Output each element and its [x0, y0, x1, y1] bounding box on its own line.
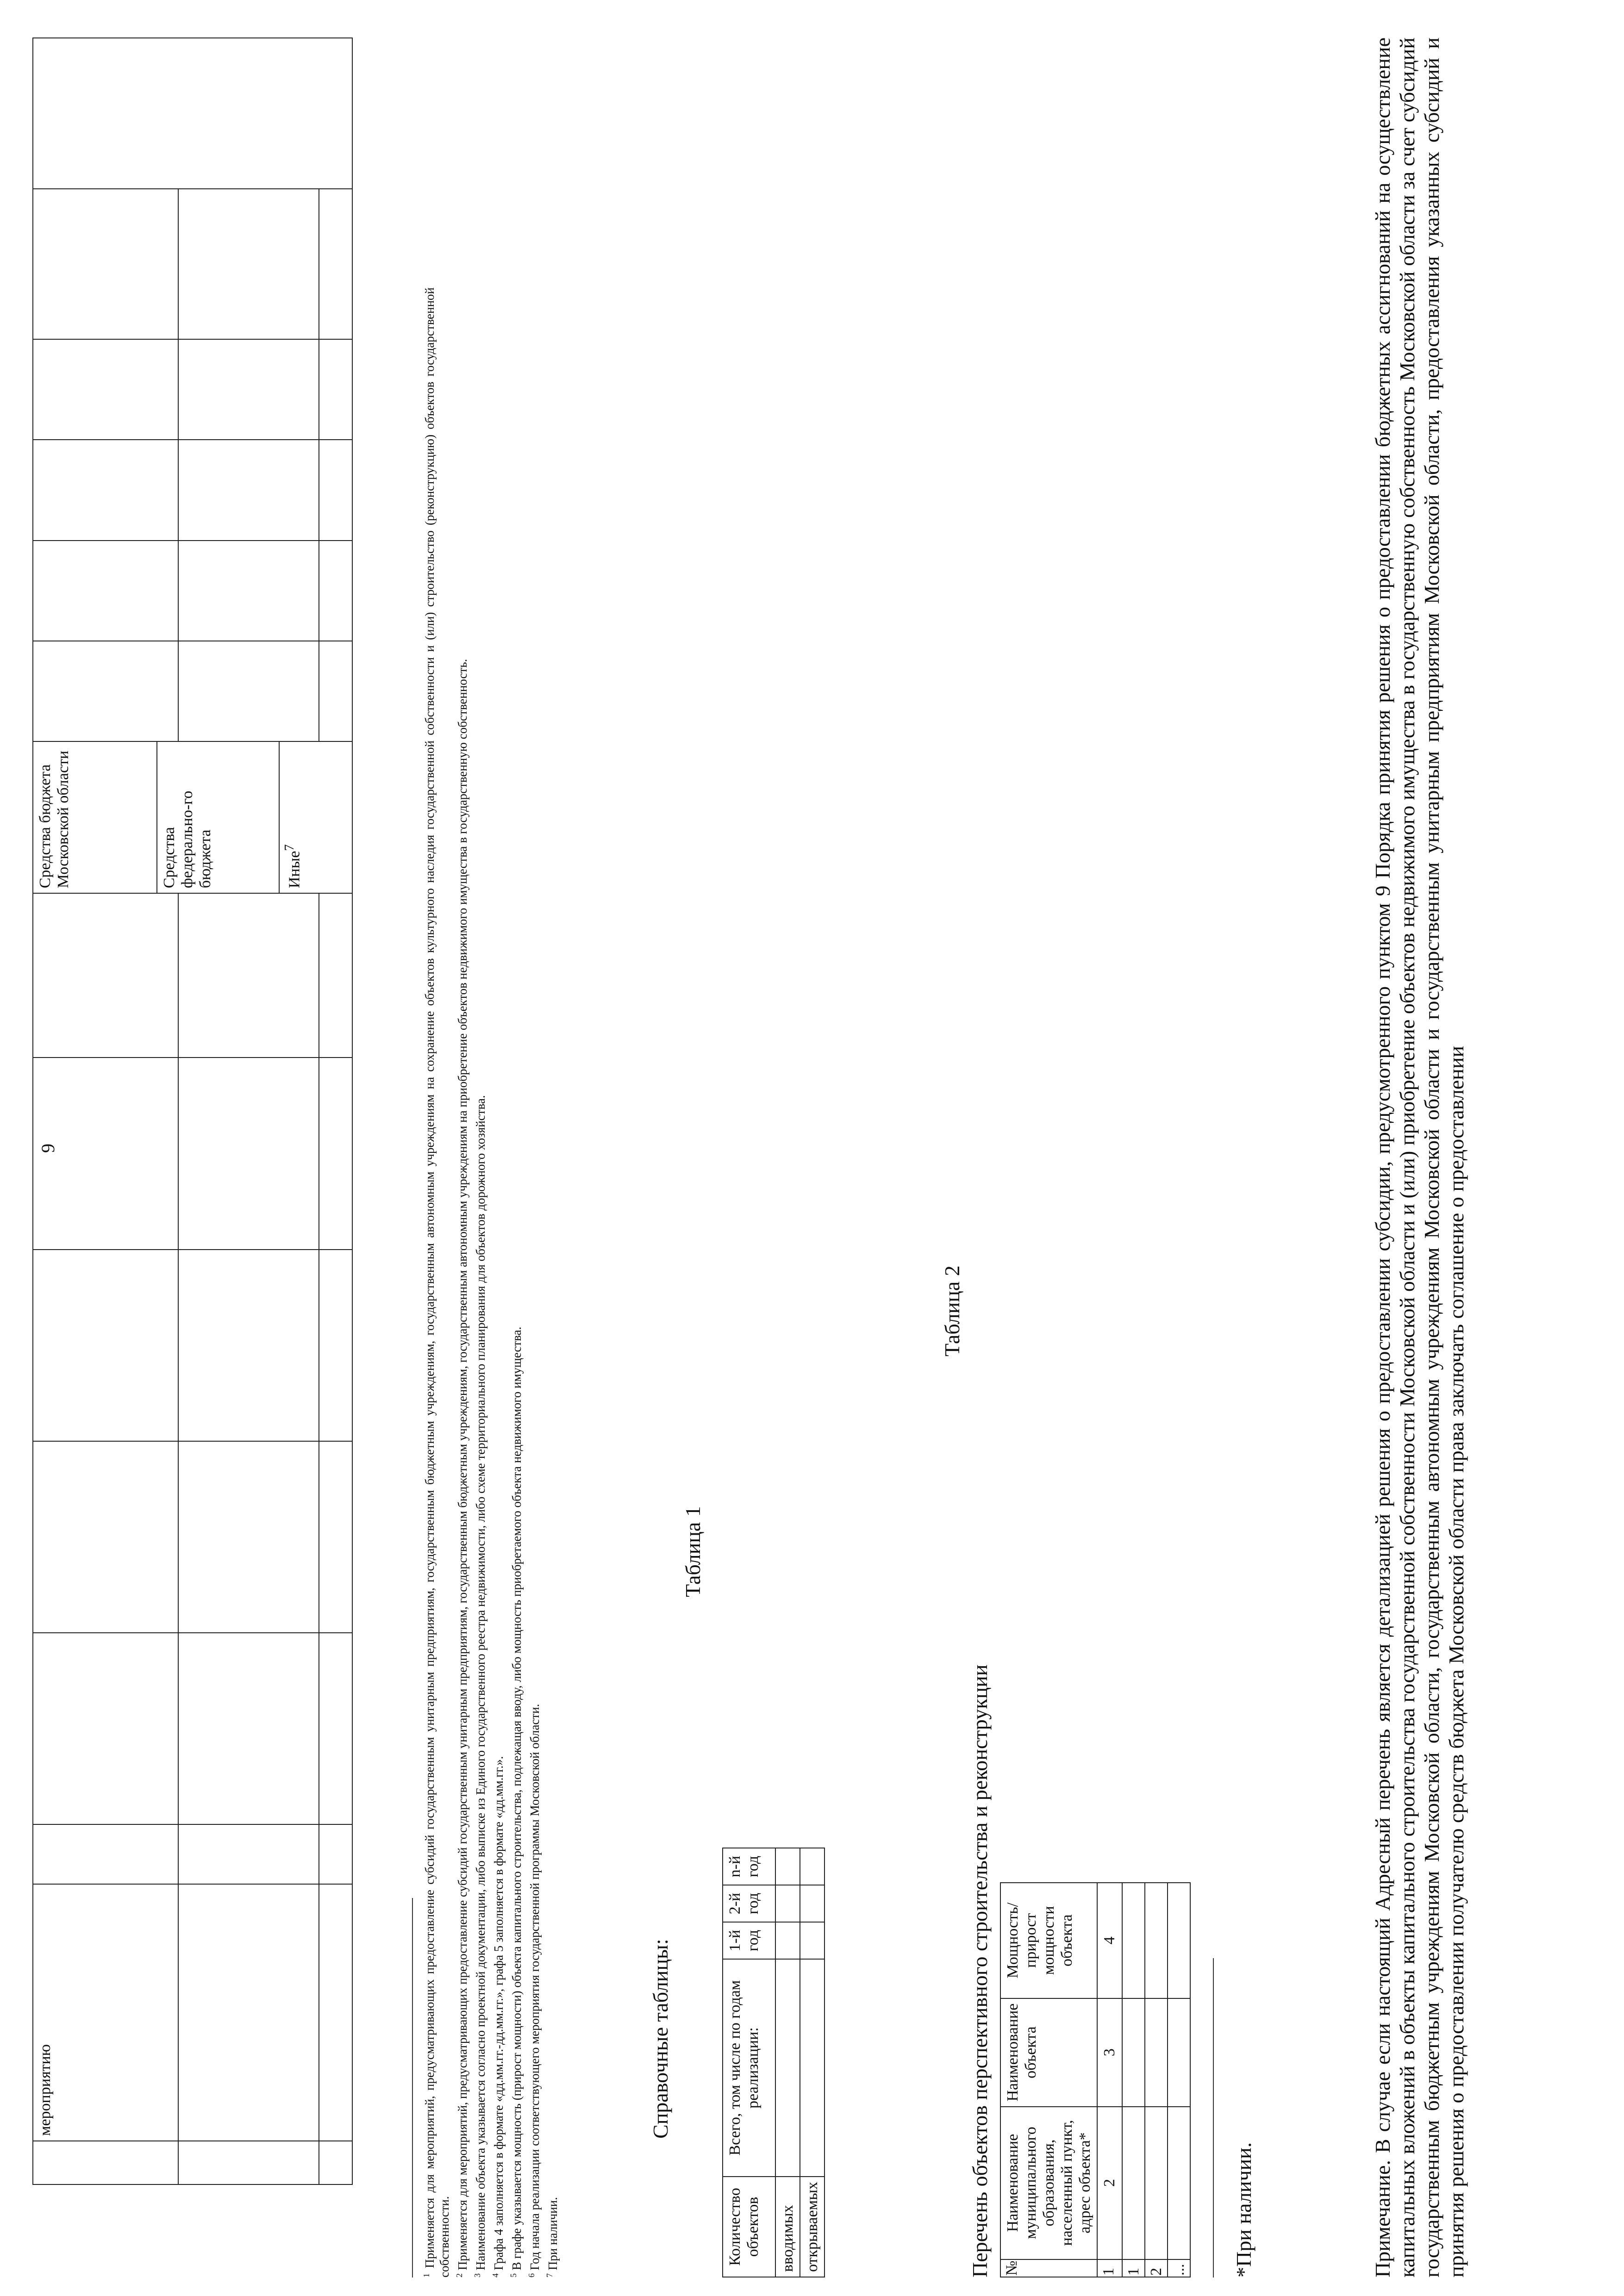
- table-row: [1145, 1883, 1168, 2277]
- empty-cell: [33, 38, 352, 189]
- table2-header: №: [1000, 2259, 1097, 2277]
- table2: [1000, 1882, 1191, 2277]
- table2-header: Наименование муниципального образования, населенный пункт, адрес объекта*: [1000, 2107, 1097, 2259]
- table2-header: Мощность/прирост мощности объекта: [1000, 1883, 1097, 1998]
- table2-number-row: [1097, 1883, 1122, 2277]
- footnote-3: $^3$ Наименование объекта указывается согласно проектной документации, либо выписке из Единого государственного реестра недвижимости, либо схеме территориального планирования для объектов дорожного хозяйства.: [473, 1095, 487, 2277]
- table-row: [800, 1848, 824, 2277]
- table2-row-number: ...: [1168, 2259, 1190, 2277]
- table2-header: Наименование объекта: [1000, 1998, 1097, 2107]
- page-number: 9: [37, 1144, 58, 1153]
- main-table-row-federal: [178, 38, 319, 2184]
- table2-number: 1: [1097, 2259, 1122, 2277]
- table2-row-number: 2: [1145, 2259, 1168, 2277]
- asterisk-note: *При наличии.: [1232, 2142, 1255, 2277]
- footnote-2: $^2$ Применяется для мероприятий, предусматривающих предоставление субсидий государственным унитарным предприятиям, государственным бюджетным учреждениям, государственным автономным учреждениям на приобретение объектов недвижимого имущества в государственную собственность.: [455, 659, 469, 2277]
- fund-label-federal: Средства федерально-го бюджета: [156, 742, 279, 893]
- table2-number: 3: [1097, 1998, 1122, 2107]
- fund-label-cell: [33, 741, 352, 893]
- table2-number: 4: [1097, 1883, 1122, 1998]
- footnote-4: $^4$ Графа 4 заполняется в формате «дд.мм.гг.-дд.мм.гг.», графа 5 заполняется в формате «дд.мм.гг.».: [491, 1756, 506, 2277]
- table1-header: 2-й год: [723, 1885, 775, 1922]
- table1-row-label: открываемых: [800, 2177, 824, 2277]
- footnote-divider: [412, 1898, 413, 2277]
- table1-header: 1-й год: [723, 1922, 775, 1959]
- table2-number: 2: [1097, 2107, 1122, 2259]
- table1-header: n-й год: [723, 1848, 775, 1885]
- activity-cell: мероприятию: [33, 1884, 178, 2141]
- fund-label-other: Иные$^7$: [279, 742, 306, 893]
- table2-label: Таблица 2: [940, 1265, 964, 1356]
- asterisk-divider: [1213, 1958, 1214, 2277]
- main-table-row-activity: [33, 38, 178, 2184]
- table-row: [1168, 1883, 1190, 2277]
- table2-header-row: [1000, 1883, 1097, 2277]
- table1-row-label: вводимых: [775, 2177, 800, 2277]
- footnote-5: $^5$ В графе указывается мощность (прирост мощности) объекта капитального строительства, подлежащая вводу, либо мощность приобретаемого объекта недвижимого имущества.: [509, 1326, 524, 2277]
- table1: [722, 1848, 825, 2277]
- table2-row-number: 1: [1122, 2259, 1145, 2277]
- table-row: [1122, 1883, 1145, 2277]
- table1-header-row: [723, 1848, 775, 2277]
- footnote-6: $^6$ Год начала реализации соответствующего мероприятия государственной программы Московской области.: [527, 1704, 542, 2277]
- main-table-row-other: [319, 38, 352, 2184]
- table2-title: Перечень объектов перспективного строительства и реконструкции: [968, 1664, 992, 2277]
- table1-header: Количество объектов: [723, 2177, 775, 2277]
- table-row: [775, 1848, 800, 2277]
- main-table: [32, 37, 353, 2185]
- note-paragraph: Примечание. В случае если настоящий Адресный перечень является детализацией решения о предоставлении субсидии, предусмотренного пунктом 9 Порядка принятия решения о предоставлении бюджетных ассигнований на осуществление капитальных вложений в объекты капитального строительства государственной собственности Московской области и (или) приобретение объектов недвижимого имущества в государственную собственность Московской области за счет субсидий государственным бюджетным учреждениям Московской области, государственным автономным учреждениям Московской области и государственным унитарным предприятиям Московской области, предоставления указанных субсидий и принятия решения о предоставлении получателю средств бюджета Московской области права заключать соглашение о предоставлении: [1371, 37, 1468, 2277]
- table1-header: Всего, том числе по годам реализации:: [723, 1959, 775, 2177]
- table1-label: Таблица 1: [681, 1506, 705, 1597]
- footnote-1: $^1$ Применяется для мероприятий, предусматривающих предоставление субсидий государственным унитарным предприятиям, государственным бюджетным учреждениям, государственным автономным учреждениям на сохранение объектов культурного наследия государственной собственности и (или) строительство (реконструкцию) объектов государственной собственности.: [422, 287, 451, 2277]
- footnote-7: $^7$ При наличии.: [545, 2197, 560, 2277]
- reference-tables-title: Справочные таблицы:: [649, 1939, 672, 2139]
- fund-label-regional: Средства бюджета Московской области: [37, 750, 72, 889]
- footnotes: [419, 287, 560, 2277]
